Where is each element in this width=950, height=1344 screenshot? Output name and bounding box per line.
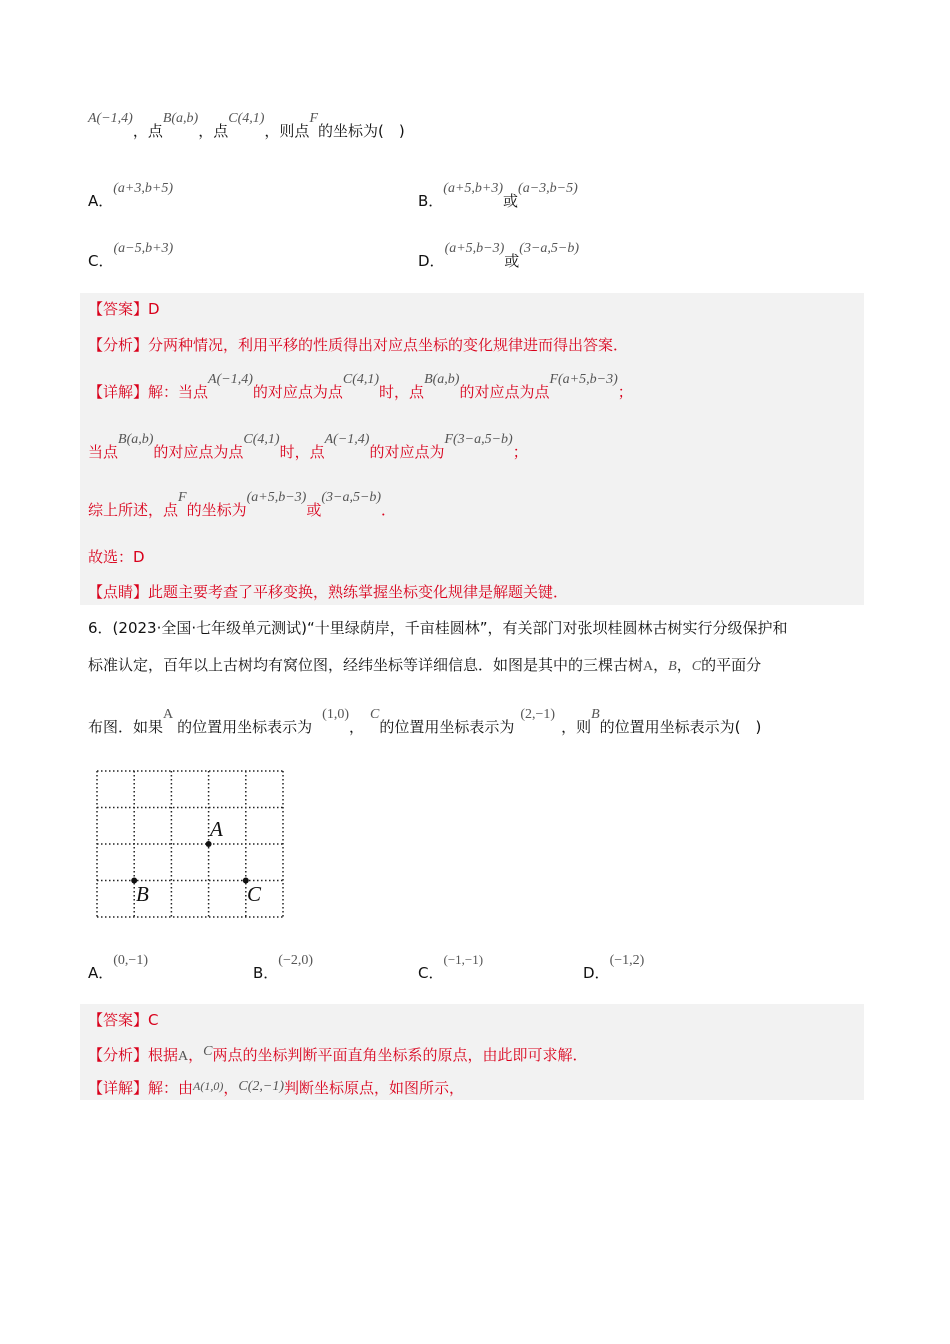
detail-tag: 【详解】 (88, 1079, 149, 1097)
q6-math: C (691, 659, 702, 674)
answer-value: C (148, 1011, 159, 1029)
analysis-tag: 【分析】 (88, 336, 149, 354)
detail-text: ； (617, 383, 633, 401)
detail-tag: 【详解】 (88, 383, 149, 401)
q6-math: C (370, 707, 380, 722)
q6-math: B (668, 659, 677, 674)
q5-answer-row (88, 298, 160, 319)
q6-stem-text: 的位置用坐标表示为 (177, 718, 313, 736)
option-math: (0,−1) (113, 953, 148, 968)
detail-text: 解：由 (148, 1079, 194, 1097)
detail-math: A(−1,4) (208, 372, 253, 387)
option-or: 或 (503, 192, 519, 210)
option-letter: B． (418, 192, 444, 210)
detail-text: 的对应点为点 (153, 443, 244, 461)
option-letter: A． (88, 192, 114, 210)
analysis-text: 根据 (148, 1046, 179, 1064)
comment-text: 此题主要考查了平移变换，熟练掌握坐标变化规律是解题关键． (148, 583, 569, 601)
point-label-b: B (136, 882, 149, 906)
point-label-c: C (247, 882, 262, 906)
q6-stem-text: 布图．如果 (88, 718, 164, 736)
q5-stem-math-a: A(−1,4) (88, 111, 133, 126)
option-math: (−1,−1) (443, 952, 484, 967)
detail-math: A(−1,4) (324, 432, 370, 447)
q6-math: (2,−1) (520, 707, 556, 722)
option-letter: B． (253, 964, 279, 982)
q6-math: (1,0) (322, 707, 349, 722)
detail-text: 时，点 (379, 383, 425, 401)
option-math: (a−3,b−5) (518, 181, 578, 196)
analysis-text: 两点的坐标判断平面直角坐标系的原点，由此即可求解． (212, 1046, 588, 1064)
q5-stem-text: 的坐标为( ) (318, 122, 405, 140)
detail-text: 时，点 (279, 443, 325, 461)
detail-text: ． (381, 501, 397, 519)
analysis-math: C (203, 1044, 213, 1059)
q6-option-b[interactable] (253, 953, 314, 983)
q5-choose-row (88, 546, 145, 567)
option-letter: C． (88, 252, 114, 270)
q5-stem-math-b: B(a,b) (162, 111, 199, 126)
detail-math: B(a,b) (118, 432, 154, 447)
q5-detail-row-2 (88, 432, 528, 462)
answer-value: D (148, 300, 160, 318)
detail-math: B(a,b) (424, 372, 460, 387)
answer-tag: 【答案】 (88, 300, 149, 318)
detail-math: (3−a,5−b) (321, 490, 382, 505)
detail-math: C(2,−1) (238, 1079, 284, 1094)
q6-analysis-row (88, 1044, 588, 1065)
detail-text: 的对应点为点 (459, 383, 550, 401)
q6-stem-text: 的位置用坐标表示为 (379, 718, 515, 736)
q6-stem-text: 6．(2023·全国·七年级单元测试)“十里绿荫岸，千亩桂圆林”，有关部门对张坝桂圆林古树实行分级保护和 (88, 619, 788, 637)
q6-answer-row (88, 1009, 159, 1030)
q6-math: B (591, 707, 600, 722)
q6-option-c[interactable] (418, 952, 484, 983)
detail-text: 解：当点 (148, 383, 209, 401)
point-label-a: A (210, 817, 223, 841)
q6-grid-figure (96, 770, 286, 920)
option-or: 或 (504, 252, 520, 270)
q6-stem-line-1 (88, 617, 788, 638)
detail-math: C(4,1) (342, 372, 380, 387)
q6-stem-text: ， (676, 656, 692, 674)
q5-stem-math-c: C(4,1) (228, 111, 265, 126)
detail-text: 的对应点为点 (252, 383, 343, 401)
answer-tag: 【答案】 (88, 1011, 149, 1029)
q5-solution-box (80, 293, 864, 605)
q6-stem-text: 的位置用坐标表示为( ) (599, 718, 762, 736)
q5-stem-math-f: F (309, 111, 318, 126)
q6-stem-text: 标准认定，百年以上古树均有窝位图，经纬坐标等详细信息．如图是其中的三棵古树 (88, 656, 644, 674)
choose-text: 故选：D (88, 548, 145, 566)
option-letter: C． (418, 964, 444, 982)
option-math: (−1,2) (609, 953, 645, 968)
detail-text: ， (223, 1079, 239, 1097)
q5-option-d[interactable] (418, 241, 580, 271)
option-letter: D． (583, 964, 610, 982)
detail-text: 当点 (88, 443, 119, 461)
detail-math: (a+5,b−3) (246, 490, 307, 505)
analysis-text: 分两种情况，利用平移的性质得出对应点坐标的变化规律进而得出答案． (148, 336, 629, 354)
q6-math: A (163, 707, 174, 722)
detail-math: F(3−a,5−b) (444, 432, 513, 447)
analysis-text: ， (188, 1046, 204, 1064)
detail-math: C(4,1) (243, 432, 280, 447)
q6-stem-text: ，则 (561, 718, 592, 736)
detail-text: 综上所述，点 (88, 501, 179, 519)
option-letter: A． (88, 964, 114, 982)
q5-detail-row-1 (88, 372, 633, 402)
q5-option-a[interactable] (88, 181, 173, 211)
comment-tag: 【点睛】 (88, 583, 149, 601)
option-math: (a+5,b−3) (444, 241, 505, 256)
point-a (206, 841, 212, 847)
q6-stem-text: ， (653, 656, 669, 674)
option-math: (a−5,b+3) (113, 241, 174, 256)
detail-math: A(1,0) (193, 1079, 224, 1093)
q5-stem (88, 111, 405, 141)
q6-option-a[interactable] (88, 953, 148, 983)
q5-option-c[interactable] (88, 241, 174, 271)
q6-detail-row (88, 1077, 464, 1098)
option-letter: D． (418, 252, 445, 270)
detail-math: F(a+5,b−3) (549, 372, 618, 387)
option-math: (a+5,b+3) (443, 181, 504, 196)
analysis-math: A (178, 1049, 189, 1064)
q5-comment-row (88, 581, 568, 602)
option-math: (−2,0) (278, 953, 314, 968)
analysis-tag: 【分析】 (88, 1046, 149, 1064)
q6-option-d[interactable] (583, 953, 645, 983)
q6-stem-line-2 (88, 654, 761, 675)
option-math: (a+3,b+5) (113, 181, 173, 196)
q6-stem-line-3 (88, 707, 762, 737)
q6-math: A (643, 659, 654, 674)
q5-analysis-row (88, 334, 628, 355)
detail-text: 或 (306, 501, 322, 519)
detail-text: 判断坐标原点，如图所示， (283, 1079, 464, 1097)
detail-text: 的对应点为 (369, 443, 445, 461)
detail-text: 的坐标为 (186, 501, 247, 519)
detail-math: F (178, 490, 187, 505)
q5-option-b[interactable] (418, 181, 578, 211)
q6-solution-box (80, 1004, 864, 1100)
option-math: (3−a,5−b) (519, 241, 580, 256)
q6-stem-text: 的平面分 (701, 656, 762, 674)
q6-stem-text: ， (348, 718, 364, 736)
q5-detail-row-3 (88, 490, 397, 520)
q5-stem-text: ，点 (132, 122, 163, 140)
q5-stem-text: ，点 (198, 122, 229, 140)
detail-text: ； (512, 443, 528, 461)
q5-stem-text: ，则点 (264, 122, 310, 140)
